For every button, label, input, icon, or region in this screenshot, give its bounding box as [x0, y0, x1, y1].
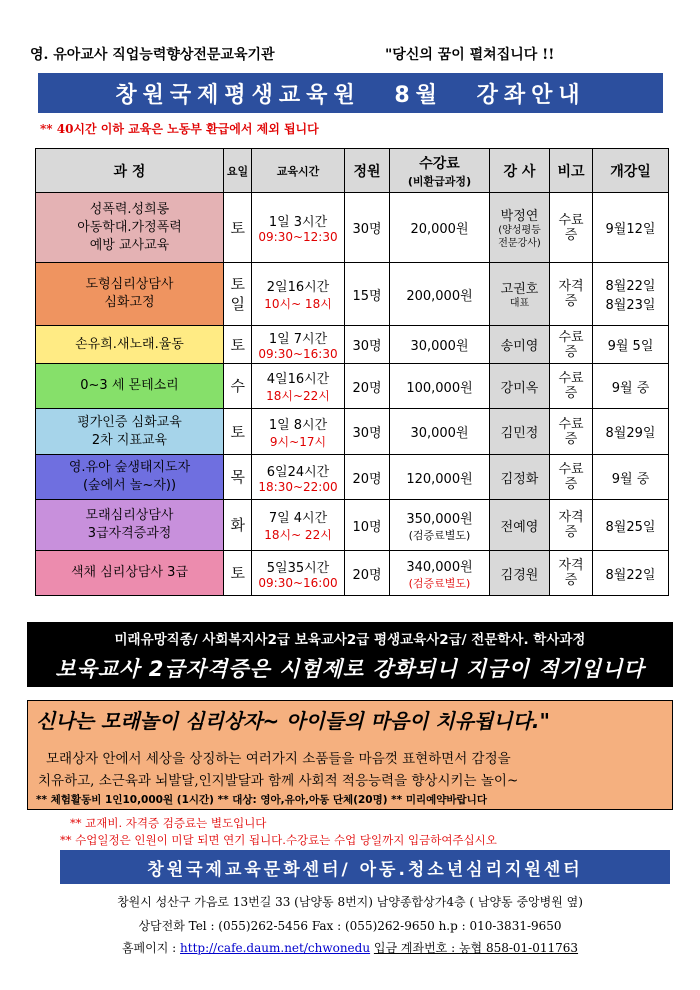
- teacher-name: 김경원: [500, 567, 539, 583]
- fee-amount: 120,000원: [406, 471, 473, 487]
- sand-desc-2: 치유하고, 소근육과 뇌발달,인지발달과 함께 사회적 적응능력을 향상시키는 놀이~: [38, 773, 519, 789]
- header-course: 과 정: [36, 149, 224, 193]
- cell-line: 아동학대.가정폭력: [77, 219, 182, 235]
- day-text: 토일: [230, 275, 245, 313]
- fee-amount: 340,000원: [406, 559, 473, 575]
- day-text: 화: [230, 516, 245, 534]
- teacher-name: 송미영: [500, 339, 539, 354]
- time-range: 18:30~22:00: [258, 479, 338, 494]
- time-duration: 5일35시간: [266, 560, 330, 576]
- cell-line: 색채 심리상담사 3급: [71, 565, 188, 580]
- table-row: [36, 409, 669, 455]
- day-text: 수: [230, 377, 245, 395]
- center-name-bar: 창원국제교육문화센터/ 아동.청소년심리지원센터: [60, 850, 670, 884]
- table-row: [36, 500, 669, 551]
- homepage-link[interactable]: http://cafe.daum.net/chwonedu: [180, 941, 371, 955]
- capacity-cell: 10명: [345, 500, 390, 551]
- day-cell: [224, 551, 252, 596]
- day-text: 토: [230, 335, 245, 354]
- time-duration: 1일 3시간: [268, 215, 328, 230]
- remark-text: 자격증: [558, 279, 584, 309]
- time-duration: 6일24시간: [266, 464, 330, 480]
- time-range: 18시~22시: [266, 389, 330, 403]
- start-date: 9월 중: [611, 380, 650, 396]
- header-day: 요일: [224, 149, 252, 193]
- course-cell: [36, 455, 224, 500]
- table-row: [36, 326, 669, 364]
- time-range: 09:30~16:30: [258, 347, 338, 361]
- slogan: "당신의 꿈이 펼쳐집니다 !!: [385, 47, 555, 63]
- institution-tagline: [30, 44, 670, 64]
- time-range: 10시~ 18시: [264, 297, 332, 311]
- header-fee: [390, 149, 490, 193]
- cell-line: 3급자격증과정: [87, 526, 172, 541]
- fee-cell: [390, 364, 490, 409]
- header-fee-sub: (비환급과정): [407, 174, 472, 188]
- start-cell: [593, 455, 669, 500]
- teacher-cell: [490, 409, 550, 455]
- cell-line: 모래심리상담사: [85, 508, 174, 523]
- capacity-cell: 20명: [345, 551, 390, 596]
- cell-line: 예방 교사교육: [89, 237, 170, 253]
- fee-note: (검증료별도): [408, 576, 471, 590]
- table-header-row: [36, 149, 669, 193]
- table-row: [36, 455, 669, 500]
- sand-desc-3: ** 체험활동비 1인10,000원 (1시간) ** 대상: 영아,유아,아동 단체(20명) ** 미리예약바랍니다: [36, 794, 487, 806]
- remark-cell: [550, 326, 593, 364]
- fee-amount: 20,000원: [410, 222, 469, 237]
- day-cell: [224, 455, 252, 500]
- course-cell: [36, 263, 224, 326]
- cell-line: 2차 지표교육: [91, 432, 168, 448]
- time-cell: [252, 263, 345, 326]
- teacher-cell: [490, 326, 550, 364]
- cell-line: 성폭력.성희롱: [89, 201, 170, 217]
- course-cell: [36, 326, 224, 364]
- fee-cell: [390, 500, 490, 551]
- teacher-note: (양성평등: [498, 225, 541, 236]
- header-remark: 비고: [550, 149, 593, 193]
- refund-note: ** 40시간 이하 교육은 노동부 환급에서 제외 됩니다: [40, 122, 319, 136]
- table-row: [36, 364, 669, 409]
- fee-cell: [390, 551, 490, 596]
- start-date: 8월22일: [605, 567, 656, 583]
- start-cell: [593, 500, 669, 551]
- capacity-cell: 30명: [345, 326, 390, 364]
- time-range: 09:30~16:00: [258, 575, 338, 590]
- promo-line-2: 보육교사 2급자격증은 시험제로 강화되니 지금이 적기입니다: [55, 657, 645, 681]
- capacity-cell: 20명: [345, 364, 390, 409]
- time-range: 18시~ 22시: [264, 528, 332, 542]
- promo-line-1: 미래유망직종/ 사회복지사2급 보육교사2급 평생교육사2급/ 전문학사. 학사과정: [114, 632, 586, 648]
- teacher-cell: [490, 193, 550, 263]
- table-row: [36, 263, 669, 326]
- cell-line: (숲에서 놀~자)): [82, 478, 177, 493]
- remark-cell: [550, 500, 593, 551]
- page-title: 창원국제평생교육원 8월 강좌안내: [38, 73, 663, 113]
- time-cell: [252, 326, 345, 364]
- materials-note: ** 교재비. 자격증 검증료는 별도입니다: [70, 816, 267, 830]
- day-cell: [224, 263, 252, 326]
- teacher-cell: [490, 455, 550, 500]
- cell-line: 영.유아 숲생태지도자: [68, 460, 191, 475]
- remark-text: 수료증: [558, 329, 584, 360]
- remark-text: 자격증: [558, 510, 584, 540]
- teacher-note: 전문강사): [498, 238, 541, 249]
- day-text: 목: [230, 468, 245, 486]
- remark-cell: [550, 455, 593, 500]
- remark-text: 수료증: [558, 416, 584, 447]
- cell-line: 손유희.새노래.율동: [75, 336, 184, 352]
- sand-desc-1: 모래상자 안에서 세상을 상징하는 여러가지 소품들을 마음껏 표현하면서 감정을: [46, 751, 511, 767]
- homepage-row: [0, 939, 700, 956]
- capacity-cell: 15명: [345, 263, 390, 326]
- institution-name: 영. 유아교사 직업능력향상전문교육기관: [30, 47, 275, 63]
- teacher-cell: [490, 500, 550, 551]
- start-date: 8월22일: [605, 279, 656, 294]
- time-cell: [252, 500, 345, 551]
- teacher-name: 박정연: [500, 209, 539, 224]
- start-cell: [593, 193, 669, 263]
- day-text: 토: [230, 564, 245, 582]
- teacher-note: 대표: [509, 298, 530, 309]
- header-start: 개강일: [593, 149, 669, 193]
- teacher-cell: [490, 551, 550, 596]
- course-cell: [36, 551, 224, 596]
- time-range: 9시~17시: [269, 434, 327, 449]
- address: 창원시 성산구 가음로 13번길 33 (남양동 8번지) 남양종합상가4층 ( 남양동 중앙병원 옆): [117, 895, 583, 909]
- capacity-cell: 30명: [345, 193, 390, 263]
- remark-text: 수료증: [558, 212, 584, 243]
- homepage-label: 홈페이지 :: [121, 941, 177, 955]
- fee-cell: [390, 326, 490, 364]
- remark-cell: [550, 364, 593, 409]
- fee-amount: 200,000원: [406, 288, 473, 304]
- start-date: 8월25일: [605, 519, 656, 535]
- start-cell: [593, 409, 669, 455]
- start-cell: [593, 551, 669, 596]
- fee-amount: 350,000원: [406, 511, 473, 527]
- promo-banner: [27, 622, 673, 687]
- remark-cell: [550, 263, 593, 326]
- table-row: [36, 551, 669, 596]
- capacity-cell: 30명: [345, 409, 390, 455]
- fee-cell: [390, 193, 490, 263]
- sand-headline: 신나는 모래놀이 심리상자~ 아이들의 마음이 치유됩니다.": [36, 709, 550, 733]
- remark-text: 자격증: [558, 558, 584, 588]
- table-row: [36, 193, 669, 263]
- day-cell: [224, 409, 252, 455]
- course-cell: [36, 500, 224, 551]
- time-duration: 1일 7시간: [268, 332, 328, 347]
- teacher-cell: [490, 364, 550, 409]
- teacher-name: 전예영: [500, 519, 539, 535]
- fee-cell: [390, 409, 490, 455]
- course-table: [35, 148, 669, 596]
- day-text: 토: [230, 218, 245, 237]
- header-capacity: 정원: [345, 149, 390, 193]
- time-duration: 1일 8시간: [268, 417, 328, 433]
- remark-cell: [550, 193, 593, 263]
- cell-line: 도형심리상담사: [85, 277, 174, 292]
- start-date: 8월29일: [605, 426, 656, 441]
- start-cell: [593, 263, 669, 326]
- time-cell: [252, 193, 345, 263]
- bank-account: 입금 계좌번호 : 농협 858-01-011763: [373, 941, 579, 955]
- time-duration: 2일16시간: [266, 280, 330, 295]
- start-date: 9월12일: [605, 222, 656, 237]
- header-fee-label: 수강료: [419, 155, 460, 172]
- course-cell: [36, 193, 224, 263]
- fee-note: (검증료별도): [408, 528, 471, 542]
- fee-cell: [390, 455, 490, 500]
- remark-text: 수료증: [558, 371, 584, 401]
- fee-amount: 30,000원: [410, 339, 469, 354]
- day-cell: [224, 364, 252, 409]
- course-cell: [36, 409, 224, 455]
- time-cell: [252, 551, 345, 596]
- day-cell: [224, 500, 252, 551]
- day-cell: [224, 193, 252, 263]
- header-time: 교육시간: [252, 149, 345, 193]
- teacher-name: 고권호: [500, 282, 539, 297]
- day-text: 토: [230, 422, 245, 441]
- start-date: 9월 중: [611, 471, 650, 487]
- cell-line: 0~3 세 몬테소리: [80, 378, 179, 393]
- fee-cell: [390, 263, 490, 326]
- header-teacher: 강 사: [490, 149, 550, 193]
- start-date-2: 8월23일: [605, 298, 656, 313]
- time-cell: [252, 409, 345, 455]
- time-range: 09:30~12:30: [258, 230, 338, 244]
- start-cell: [593, 326, 669, 364]
- teacher-name: 김민정: [500, 426, 539, 441]
- cell-line: 평가인증 심화교육: [77, 414, 182, 430]
- teacher-name: 강미옥: [500, 380, 539, 396]
- time-cell: [252, 455, 345, 500]
- teacher-name: 김정화: [500, 471, 539, 487]
- start-cell: [593, 364, 669, 409]
- time-duration: 7일 4시간: [268, 511, 328, 526]
- time-cell: [252, 364, 345, 409]
- sand-play-box: [27, 700, 673, 810]
- capacity-cell: 20명: [345, 455, 390, 500]
- schedule-note: ** 수업일정은 인원이 미달 되면 연기 됩니다.수강료는 수업 당일까지 입금하여주십시오: [60, 833, 497, 847]
- teacher-cell: [490, 263, 550, 326]
- start-date: 9월 5일: [607, 339, 654, 354]
- remark-cell: [550, 551, 593, 596]
- day-cell: [224, 326, 252, 364]
- fee-amount: 30,000원: [410, 426, 469, 441]
- remark-cell: [550, 409, 593, 455]
- course-cell: [36, 364, 224, 409]
- time-duration: 4일16시간: [266, 372, 330, 387]
- fee-amount: 100,000원: [406, 380, 473, 396]
- phone-info: 상담전화 Tel : (055)262-5456 Fax : (055)262-9650 h.p : 010-3831-9650: [138, 919, 562, 933]
- remark-text: 수료증: [558, 462, 584, 492]
- cell-line: 심화고정: [104, 295, 155, 310]
